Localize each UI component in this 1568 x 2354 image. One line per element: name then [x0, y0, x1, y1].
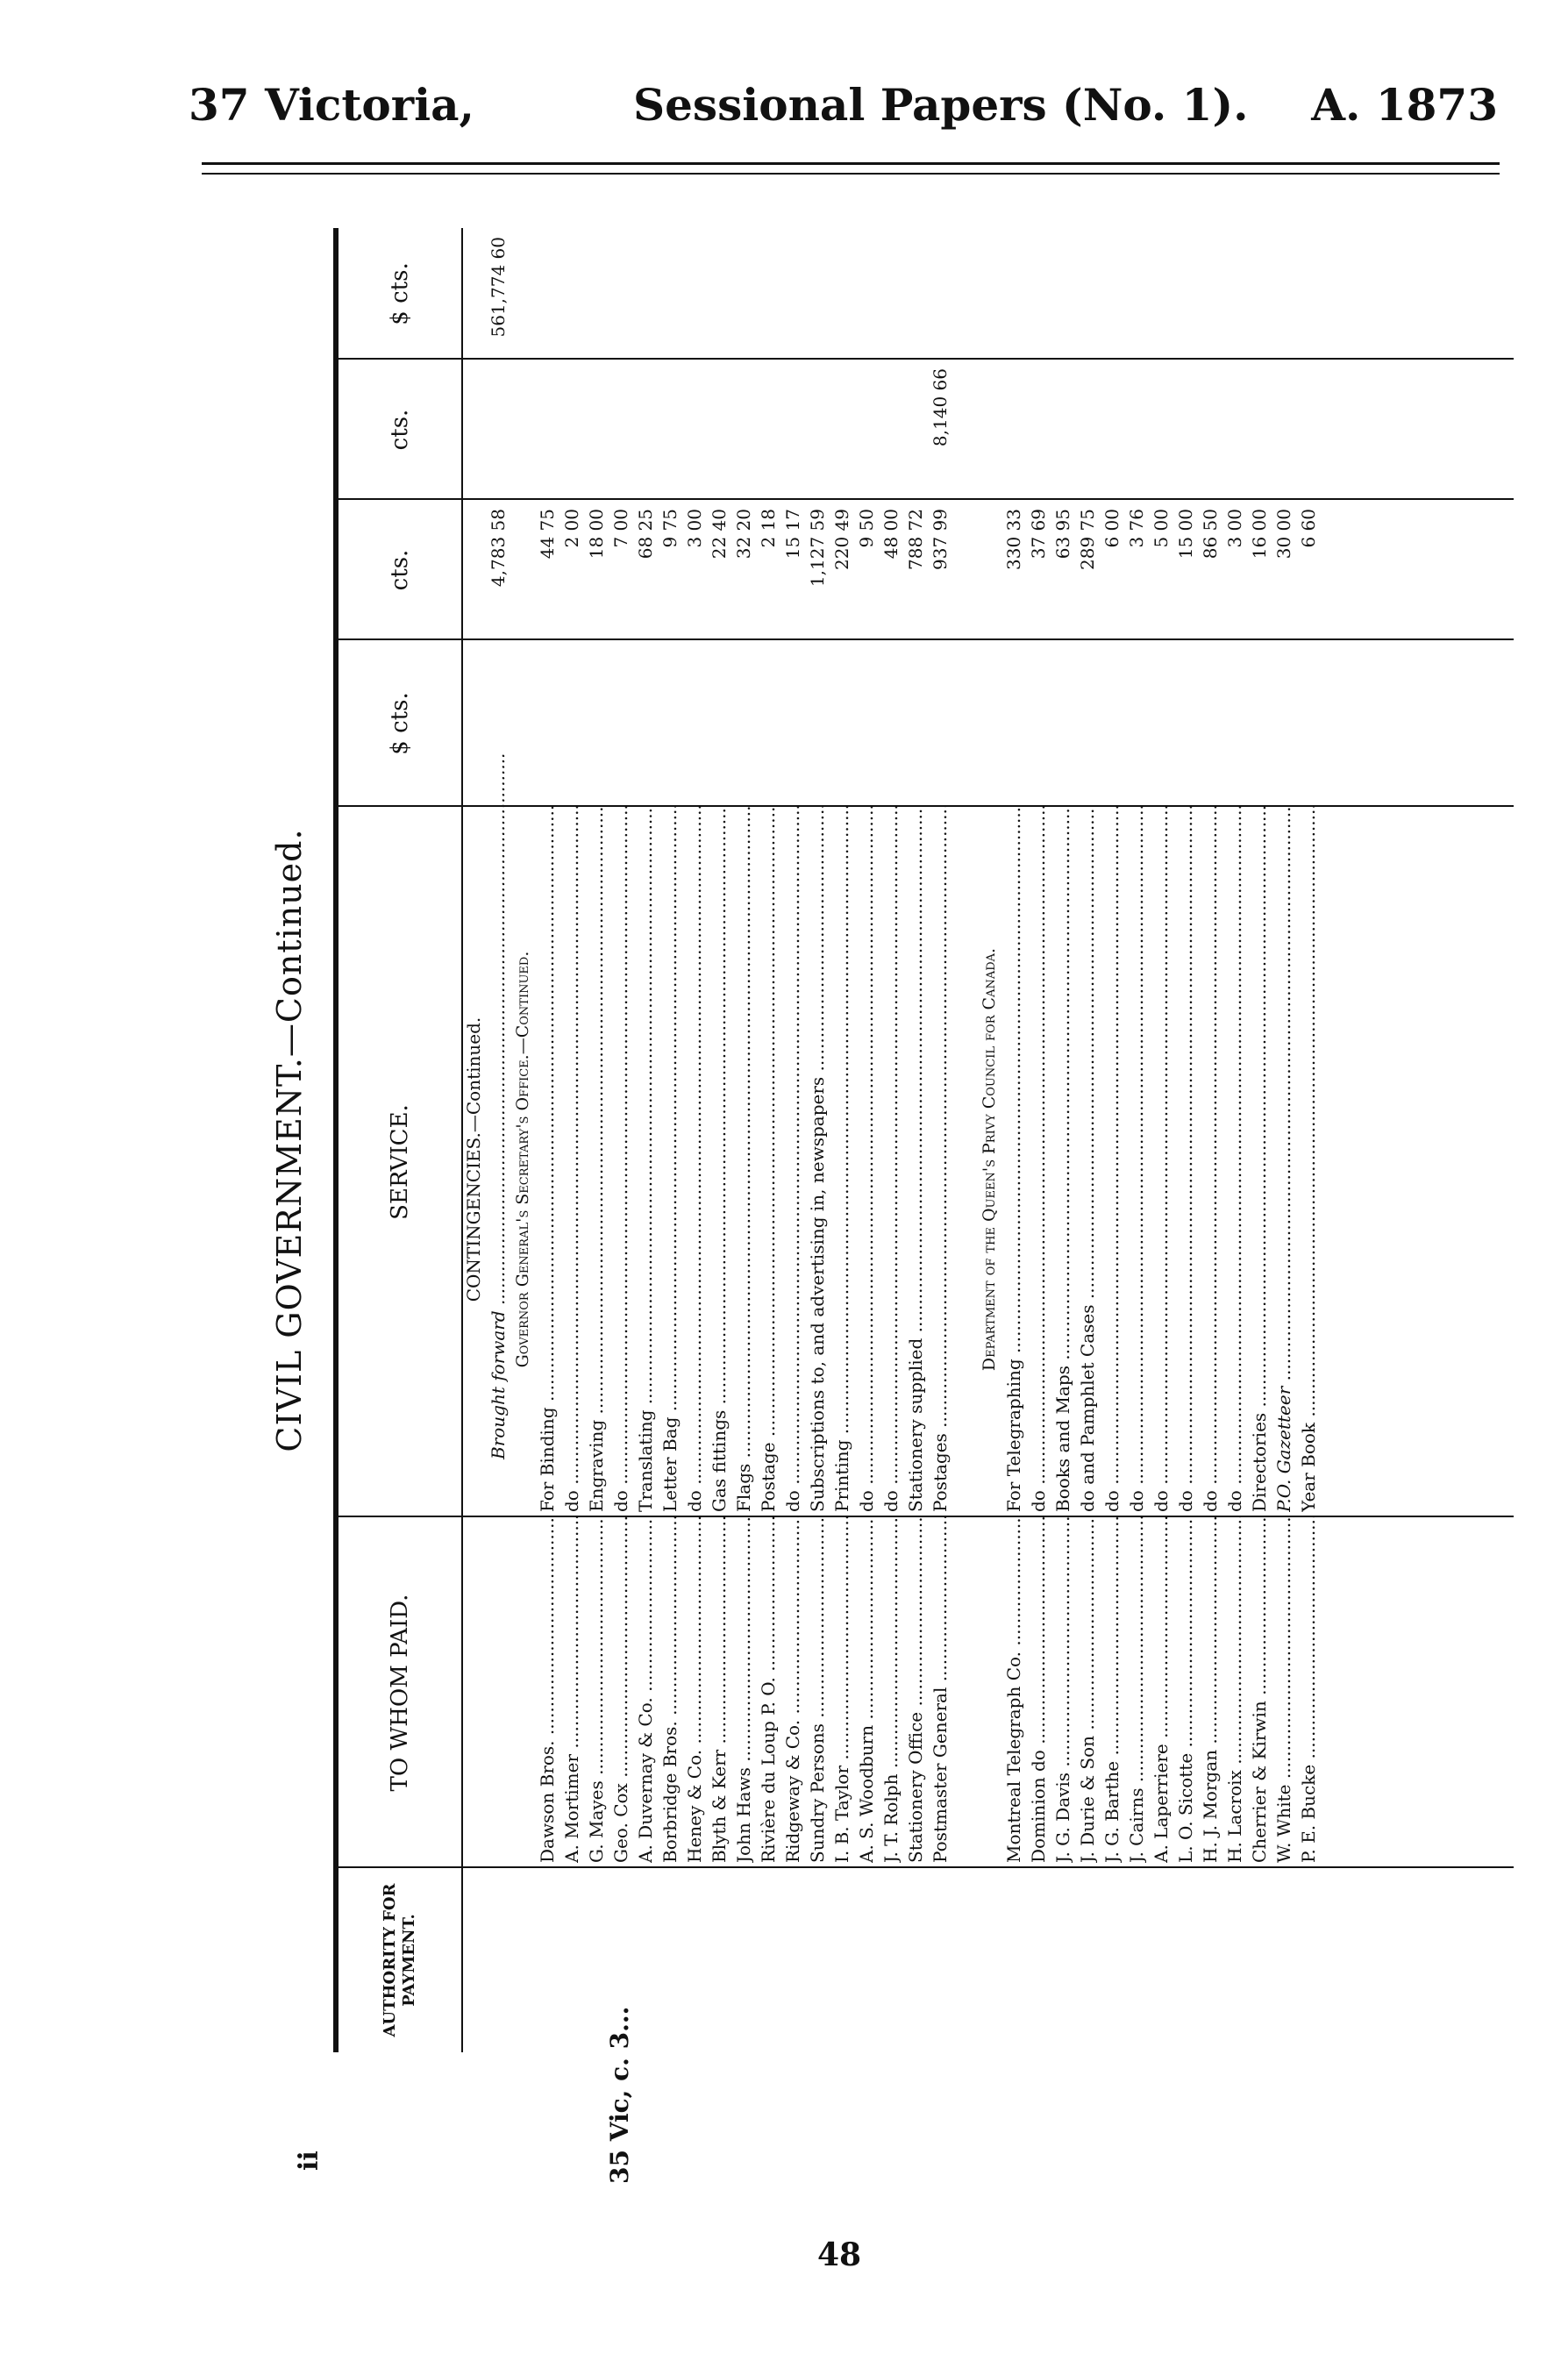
- table-body: [461, 228, 1321, 2052]
- amount-cell: 9 75: [659, 509, 681, 548]
- table-row: [830, 228, 854, 2052]
- service-text: do: [1126, 1490, 1147, 1512]
- service-text: Printing: [831, 1439, 852, 1512]
- service-cell: [1149, 807, 1173, 1512]
- table-row: [1149, 228, 1173, 2052]
- service-text: Postages: [930, 1433, 951, 1512]
- service-text: do: [1101, 1490, 1123, 1512]
- table-row: [1272, 228, 1296, 2052]
- amount-cell: 15 17: [782, 509, 803, 560]
- amount-cell: 289 75: [1077, 509, 1098, 570]
- payee-name: P. E. Bucke: [1298, 1764, 1319, 1863]
- table-row: [707, 228, 731, 2052]
- service-text: Engraving: [586, 1419, 607, 1512]
- payee-name: Geo. Cox: [610, 1783, 631, 1863]
- payee-cell: [1198, 1517, 1222, 1863]
- payee-cell: [928, 1517, 952, 1863]
- service-cell: [584, 807, 609, 1512]
- payee-cell: [1296, 1517, 1321, 1863]
- amount-cell: 1,127 59: [807, 509, 828, 588]
- table-row: [1198, 228, 1222, 2052]
- service-cell: [1124, 807, 1149, 1512]
- table-row: [780, 228, 805, 2052]
- service-text: Postage: [758, 1442, 779, 1512]
- header-session: 37 Victoria,: [189, 79, 474, 131]
- payee-name: Borbridge Bros.: [659, 1721, 681, 1863]
- page-number: 48: [817, 2236, 862, 2273]
- brought-forward-amount: 4,783 58: [488, 509, 509, 588]
- col-service: SERVICE.: [339, 807, 463, 1517]
- payee-cell: [1026, 1517, 1051, 1863]
- service-cell: [1026, 807, 1051, 1512]
- amount-cell: 330 33: [1003, 509, 1024, 570]
- service-cell: [535, 807, 559, 1512]
- service-text: do: [782, 1490, 803, 1512]
- service-text: Translating: [635, 1409, 656, 1512]
- amount-cell: 788 72: [905, 509, 926, 570]
- payee-cell: [1124, 1517, 1149, 1863]
- payee-cell: [1222, 1517, 1247, 1863]
- section-governor-general: Governor General's Secretary's Office.—Continued.: [513, 951, 532, 1368]
- service-text: do: [1151, 1490, 1172, 1512]
- service-text: do: [856, 1490, 877, 1512]
- service-cell: [559, 807, 584, 1512]
- service-text: For Telegraphing: [1003, 1359, 1024, 1512]
- amount-cell: 16 00: [1249, 509, 1270, 560]
- payee-cell: [707, 1517, 731, 1863]
- payee-name: Rivière du Loup P. O.: [758, 1677, 779, 1863]
- service-text: do: [561, 1490, 582, 1512]
- service-text: Year Book: [1298, 1422, 1319, 1512]
- amount-cell: 48 00: [880, 509, 902, 560]
- service-text: do: [1200, 1490, 1221, 1512]
- amount-cell: 3 00: [1224, 509, 1245, 548]
- service-cell: [1296, 807, 1321, 1512]
- service-cell: [682, 807, 707, 1512]
- table-row: [805, 228, 830, 2052]
- table-row: [1222, 228, 1247, 2052]
- service-cell: [1075, 807, 1100, 1512]
- service-cell: [707, 807, 731, 1512]
- amount-cell: 220 49: [831, 509, 852, 570]
- payee-name: J. G. Davis: [1052, 1772, 1073, 1863]
- payee-name: I. B. Taylor: [831, 1765, 852, 1863]
- payee-name: Sundry Persons: [807, 1723, 828, 1863]
- service-text: For Binding: [537, 1407, 558, 1512]
- payee-name: J. Durie & Son: [1077, 1735, 1098, 1863]
- service-cell: [1247, 807, 1272, 1512]
- section-row: [510, 228, 535, 2052]
- service-cell: [1173, 807, 1198, 1512]
- service-cell: [1222, 807, 1247, 1512]
- service-text: Directories: [1249, 1412, 1270, 1512]
- section-row: [977, 228, 1001, 2052]
- amount-cell: 5 00: [1151, 509, 1172, 548]
- payee-cell: [879, 1517, 903, 1863]
- col-money-4: $ cts.: [339, 228, 463, 360]
- amount-cell: 37 69: [1028, 509, 1049, 560]
- table-title: CIVIL GOVERNMENT.—Continued.: [270, 828, 309, 1452]
- service-cell: [805, 807, 830, 1512]
- amount-cell: 22 40: [709, 509, 730, 560]
- payee-name: A. Laperriere: [1151, 1744, 1172, 1863]
- table-row: [1001, 228, 1026, 2052]
- payee-name: J. G. Barthe: [1101, 1760, 1123, 1863]
- amount-cell: 8,140 66: [930, 368, 951, 447]
- table-row: [1051, 228, 1075, 2052]
- service-text: Letter Bag: [659, 1416, 681, 1512]
- payee-cell: [854, 1517, 879, 1863]
- payee-name: H. Lacroix: [1224, 1770, 1245, 1863]
- payee-name: Montreal Telegraph Co.: [1003, 1651, 1024, 1863]
- table-row: [1026, 228, 1051, 2052]
- payee-cell: [731, 1517, 756, 1863]
- table-row: [1075, 228, 1100, 2052]
- service-text: do: [1028, 1490, 1049, 1512]
- payee-name: J. T. Rolph: [880, 1773, 902, 1863]
- service-text: Stationery supplied: [905, 1338, 926, 1512]
- payee-name: G. Mayes: [586, 1780, 607, 1863]
- heading-row: [461, 228, 486, 2052]
- amount-cell: 3 76: [1126, 509, 1147, 548]
- service-text: do and Pamphlet Cases: [1077, 1304, 1098, 1512]
- expenditure-table: [333, 228, 1514, 2052]
- payee-cell: [584, 1517, 609, 1863]
- service-cell: [928, 807, 952, 1512]
- service-text: do: [1175, 1490, 1196, 1512]
- contingencies-heading: [461, 807, 486, 1512]
- table-row: [731, 228, 756, 2052]
- amount-cell: 68 25: [635, 509, 656, 560]
- table-row: [879, 228, 903, 2052]
- service-text: do: [880, 1490, 902, 1512]
- table-row: [928, 228, 952, 2052]
- payee-name: W. White: [1273, 1784, 1294, 1863]
- brought-forward-label: [486, 754, 510, 1512]
- amount-cell: 32 20: [733, 509, 754, 560]
- amount-cell: 44 75: [537, 509, 558, 560]
- service-text: do: [1224, 1490, 1245, 1512]
- payee-cell: [756, 1517, 780, 1863]
- payee-name: John Haws: [733, 1767, 754, 1863]
- service-text: Subscriptions to, and advertising in, newspapers: [807, 1076, 828, 1512]
- payee-name: A. Duvernay & Co.: [635, 1697, 656, 1863]
- rotated-table-block: [263, 228, 1508, 2052]
- payee-cell: [830, 1517, 854, 1863]
- payee-name: A. S. Woodburn: [856, 1724, 877, 1863]
- service-cell: [658, 807, 682, 1512]
- payee-name: L. O. Sicotte: [1175, 1752, 1196, 1863]
- table-row: [584, 228, 609, 2052]
- table-row: [903, 228, 928, 2052]
- service-cell: [609, 807, 633, 1512]
- payee-name: H. J. Morgan: [1200, 1749, 1221, 1863]
- payee-cell: [658, 1517, 682, 1863]
- service-text: do: [610, 1490, 631, 1512]
- page-header: [0, 79, 1568, 149]
- amount-cell: 7 00: [610, 509, 631, 548]
- service-text: Flags: [733, 1463, 754, 1512]
- header-rule-thin: [202, 173, 1500, 175]
- payee-name: A. Mortimer: [561, 1753, 582, 1863]
- authority-reference: 35 Vic, c. 3...: [605, 2006, 634, 2184]
- service-cell: [879, 807, 903, 1512]
- payee-name: J. Cairns: [1126, 1787, 1147, 1863]
- table-row: [1296, 228, 1321, 2052]
- payee-name: Dominion do: [1028, 1750, 1049, 1863]
- payee-cell: [1075, 1517, 1100, 1863]
- payee-name: Dawson Bros.: [537, 1740, 558, 1863]
- payee-cell: [1001, 1517, 1026, 1863]
- amount-cell: 18 00: [586, 509, 607, 560]
- spacer-row: [952, 228, 977, 2052]
- payee-cell: [535, 1517, 559, 1863]
- payee-cell: [609, 1517, 633, 1863]
- payee-cell: [1100, 1517, 1124, 1863]
- table-row: [1173, 228, 1198, 2052]
- payee-name: Postmaster General: [930, 1687, 951, 1863]
- payee-cell: [780, 1517, 805, 1863]
- service-cell: [780, 807, 805, 1512]
- service-cell: [903, 807, 928, 1512]
- payee-cell: [903, 1517, 928, 1863]
- col-money-3: cts.: [339, 360, 463, 500]
- header-title: Sessional Papers (No. 1).: [633, 79, 1249, 131]
- table-row: [559, 228, 584, 2052]
- table-row: [1100, 228, 1124, 2052]
- table-row: [756, 228, 780, 2052]
- col-authority: AUTHORITY FOR PAYMENT.: [339, 1868, 463, 2052]
- col-money-1: $ cts.: [339, 640, 463, 807]
- payee-name: Cherrier & Kirwin: [1249, 1701, 1270, 1863]
- service-cell: [1100, 807, 1124, 1512]
- payee-name: Blyth & Kerr: [709, 1749, 730, 1863]
- col-money-2: cts.: [339, 500, 463, 640]
- payee-cell: [682, 1517, 707, 1863]
- amount-cell: 9 50: [856, 509, 877, 548]
- amount-cell: 15 00: [1175, 509, 1196, 560]
- service-text: Books and Maps: [1052, 1366, 1073, 1512]
- table-row: [658, 228, 682, 2052]
- service-cell: [1272, 807, 1296, 1512]
- payee-cell: [1247, 1517, 1272, 1863]
- payee-name: Stationery Office: [905, 1711, 926, 1863]
- amount-cell: 6 00: [1101, 509, 1123, 548]
- service-cell: [854, 807, 879, 1512]
- section-privy-council: Department of the Queen's Privy Council for Canada.: [980, 947, 999, 1372]
- table-row: [1124, 228, 1149, 2052]
- amount-cell: 937 99: [930, 509, 951, 570]
- table-row: [1247, 228, 1272, 2052]
- brought-forward-total: 561,774 60: [488, 237, 509, 338]
- service-cell: [1001, 807, 1026, 1512]
- amount-cell: 6 60: [1298, 509, 1319, 548]
- service-text: P.O. Gazetteer: [1273, 1386, 1294, 1512]
- payee-name: Ridgeway & Co.: [782, 1719, 803, 1863]
- header-rule: [202, 162, 1500, 165]
- service-cell: [1198, 807, 1222, 1512]
- side-mark: ii: [294, 2151, 324, 2171]
- amount-cell: 2 00: [561, 509, 582, 548]
- payee-cell: [1149, 1517, 1173, 1863]
- payee-cell: [805, 1517, 830, 1863]
- service-cell: [633, 807, 658, 1512]
- service-cell: [756, 807, 780, 1512]
- header-year: A. 1873: [1311, 79, 1498, 131]
- table-row: [682, 228, 707, 2052]
- payee-cell: [1051, 1517, 1075, 1863]
- payee-cell: [1173, 1517, 1198, 1863]
- payee-name: Heney & Co.: [684, 1749, 705, 1863]
- payee-cell: [559, 1517, 584, 1863]
- amount-cell: 3 00: [684, 509, 705, 548]
- amount-cell: 63 95: [1052, 509, 1073, 560]
- service-cell: [1051, 807, 1075, 1512]
- table-row: [535, 228, 559, 2052]
- service-text: do: [684, 1490, 705, 1512]
- amount-cell: 86 50: [1200, 509, 1221, 560]
- col-to-whom: TO WHOM PAID.: [339, 1517, 463, 1868]
- payee-cell: [633, 1517, 658, 1863]
- payee-cell: [1272, 1517, 1296, 1863]
- brought-forward-text: Brought forward: [488, 1310, 509, 1459]
- table-row: [609, 228, 633, 2052]
- table-row: [633, 228, 658, 2052]
- service-cell: [731, 807, 756, 1512]
- contingencies-heading-text: CONTINGENCIES.—Continued.: [463, 1016, 484, 1302]
- amount-cell: 30 00: [1273, 509, 1294, 560]
- amount-cell: 2 18: [758, 509, 779, 548]
- service-text: Gas fittings: [709, 1409, 730, 1512]
- brought-forward-row: [486, 228, 510, 2052]
- service-cell: [830, 807, 854, 1512]
- table-row: [854, 228, 879, 2052]
